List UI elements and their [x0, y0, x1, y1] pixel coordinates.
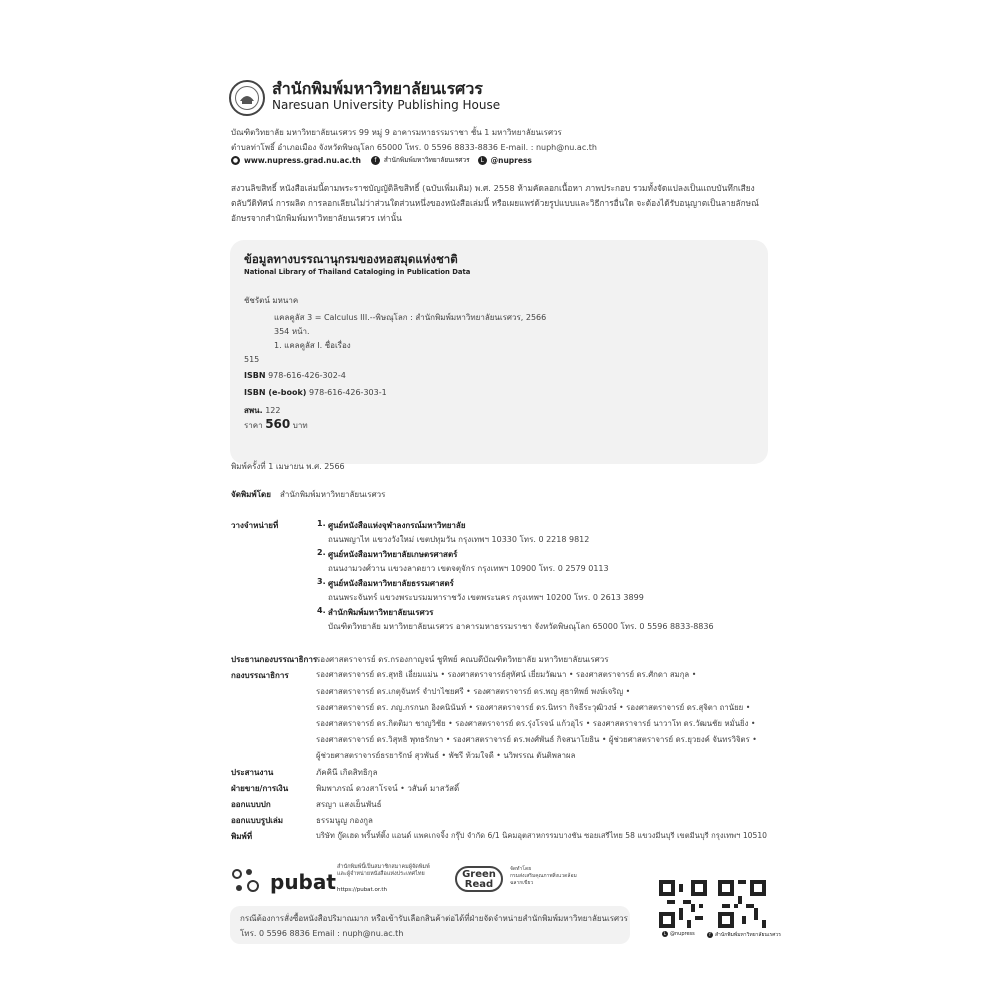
- line-icon: L: [478, 156, 487, 165]
- distributor-3-address: ถนนพระจันทร์ แขวงพระบรมมหาราชวัง เขตพระนคร กรุงเทพฯ 10200 โทร. 0 2613 3899: [328, 593, 644, 602]
- distributor-1-number: 1.: [317, 519, 326, 528]
- layout-design-label: ออกแบบรูปเล่ม: [231, 816, 284, 825]
- pubat-note-line-2: และผู้จำหน่ายหนังสือแห่งประเทศไทย: [337, 871, 425, 877]
- distributor-2-name: ศูนย์หนังสือมหาวิทยาลัยเกษตรศาสตร์: [328, 550, 458, 559]
- cip-price-row: [244, 417, 308, 432]
- editorial-chair-label: ประธานกองบรรณาธิการ: [231, 655, 318, 664]
- cip-entry-line-2: 354 หน้า.: [274, 327, 310, 336]
- coordinator-label: ประสานงาน: [231, 768, 274, 777]
- distributor-1-address: ถนนพญาไท แขวงวังใหม่ เขตปทุมวัน กรุงเทพฯ 10330 โทร. 0 2218 9812: [328, 535, 590, 544]
- coordinator-value: ภัคคินี เกิดสิทธิกุล: [316, 768, 378, 777]
- copyright-line-2: ตลับวีดิทัศน์ การผลิต การลอกเลียนไม่ว่าส่วนใดส่วนหนึ่งของหนังสือเล่มนี้ หรือเผยแพร่ด้วยรูปแบบและวิธีการอื่นใด จะต้องได้รับอนุญาตเป็นลายลักษณ์: [231, 198, 759, 208]
- price-value: 560: [265, 417, 291, 431]
- editorial-board-line-3: รองศาสตราจารย์ ดร. ภญ.กรกนก อิงคนินันท์ • รองศาสตราจารย์ ดร.นิทรา กิจธีระวุฒิวงษ์ • รองศาสตราจารย์ ดร.สุจิตา ถานัยย •: [316, 703, 751, 712]
- published-by-value: สำนักพิมพ์มหาวิทยาลัยนเรศวร: [280, 490, 386, 499]
- cip-isbn-row: [244, 371, 346, 380]
- facebook-icon: f: [371, 156, 380, 165]
- cip-entry-line-3: 1. แคลคูลัส I. ชื่อเรื่อง: [274, 341, 351, 350]
- pubat-membership-note: [337, 864, 430, 878]
- pubat-wordmark: pubat: [270, 870, 336, 894]
- copyright-line-3: อักษรจากสำนักพิมพ์มหาวิทยาลัยนเรศวร เท่านั้น: [231, 213, 402, 223]
- qr-facebook-label: สำนักพิมพ์มหาวิทยาลัยนเรศวร: [715, 932, 781, 938]
- green-note-line-2: กรมส่งเสริมคุณภาพสิ่งแวดล้อม: [510, 873, 577, 879]
- publisher-address-line-1: บัณฑิตวิทยาลัย มหาวิทยาลัยนเรศวร 99 หมู่ 9 อาคารมหาธรรมราชา ชั้น 1 มหาวิทยาลัยนเรศวร: [231, 128, 562, 137]
- published-by-label: จัดพิมพ์โดย: [231, 490, 271, 499]
- qr-code-line[interactable]: [659, 880, 707, 928]
- editorial-board-line-1: รองศาสตราจารย์ ดร.สุทธิ เอี่ยมแม่น • รองศาสตราจารย์สุทัศน์ เยี่ยมวัฒนา • รองศาสตราจารย์ ดร.ศักดา สมกุล •: [316, 670, 697, 679]
- cover-design-label: ออกแบบปก: [231, 800, 271, 809]
- qr-line-caption: [662, 931, 695, 937]
- editorial-board-line-2: รองศาสตราจารย์ ดร.เกตุจันทร์ จำปาไชยศรี • รองศาสตราจารย์ ดร.พญ สุธาทิพย์ พงษ์เจริญ •: [316, 687, 631, 696]
- distributor-1-name: ศูนย์หนังสือแห่งจุฬาลงกรณ์มหาวิทยาลัย: [328, 521, 466, 530]
- globe-icon: ●: [232, 156, 239, 164]
- seal-emblem-icon: [231, 82, 263, 114]
- university-seal-logo: [229, 80, 265, 116]
- copyright-notice: [231, 181, 771, 226]
- distributors-label: วางจำหน่ายที่: [231, 521, 279, 530]
- line-small-icon: L: [663, 931, 667, 936]
- green-note-line-3: ฉลากเขียว: [510, 880, 534, 886]
- pubat-logo-icon: [231, 866, 267, 896]
- sales-finance-value: พิมพาภรณ์ ดวงสาโรจน์ • วสันต์ มาสวัสดิ์: [316, 784, 460, 793]
- qr-facebook-caption: [707, 931, 781, 939]
- editorial-board-label: กองบรรณาธิการ: [231, 671, 289, 680]
- cip-title: ข้อมูลทางบรรณานุกรมของหอสมุดแห่งชาติ: [244, 252, 458, 266]
- facebook-small-icon: f: [707, 932, 713, 938]
- price-label: ราคา: [244, 421, 263, 430]
- sales-finance-label: ฝ่ายขาย/การเงิน: [231, 784, 289, 793]
- editorial-board-line-5: รองศาสตราจารย์ ดร.วิสุทธิ พุทธรักษา • รองศาสตราจารย์ ดร.พงศ์พันธ์ กิจสนาโยธิน • ผู้ช่วยศาสตราจารย์ ดร.ยุวยงค์ จันทรวิจิตร •: [316, 735, 757, 744]
- green-read-badge: Green Read: [455, 866, 503, 892]
- editorial-chair-value: รองศาสตราจารย์ ดร.กรองกาญจน์ ชูทิพย์ คณบดีบัณฑิตวิทยาลัย มหาวิทยาลัยนเรศวร: [316, 655, 609, 664]
- cip-subtitle: National Library of Thailand Cataloging in Publication Data: [244, 268, 471, 276]
- editorial-board-line-6: ผู้ช่วยศาสตราจารย์ธรยารักษ์ สุวพันธ์ • พัชรี ท้วมใจดี • นวิพรรณ ตันติพลาผล: [316, 751, 576, 760]
- qr-line-label: @nupress: [670, 931, 695, 937]
- cip-snp-row: [244, 404, 281, 417]
- snp-label: สพน.: [244, 406, 263, 415]
- edition-line: พิมพ์ครั้งที่ 1 เมษายน พ.ศ. 2566: [231, 462, 345, 471]
- publisher-name-english: Naresuan University Publishing House: [272, 98, 501, 112]
- line-id-link[interactable]: @nupress: [490, 155, 532, 165]
- pubat-note-line-1: สำนักพิมพ์นี้เป็นสมาชิกสมาคมผู้จัดพิมพ์: [337, 864, 430, 870]
- distributor-3-number: 3.: [317, 577, 326, 586]
- pubat-url[interactable]: https://pubat.or.th: [337, 887, 387, 893]
- price-unit: บาท: [292, 421, 308, 430]
- cover-design-value: สรญา แสงเย็นพันธ์: [316, 800, 382, 809]
- cip-class-number: 515: [244, 355, 260, 364]
- order-info-line-2: โทร. 0 5596 8836 Email : nuph@nu.ac.th: [240, 929, 404, 938]
- isbn-value: 978-616-426-302-4: [268, 371, 346, 380]
- printer-value: บริษัท กู๊ดเฮด พริ้นท์ติ้ง แอนด์ แพคเกจจิ้ง กรุ๊ป จำกัด 6/1 นิคมอุตสาหกรรมบางชัน ซอยเสรีไทย 58 แขวงมีนบุรี เขตมีนบุรี กรุงเทพฯ 10510: [316, 831, 767, 840]
- green-read-note: [510, 866, 577, 887]
- distributor-3-name: ศูนย์หนังสือมหาวิทยาลัยธรรมศาสตร์: [328, 579, 454, 588]
- distributor-4-address: บัณฑิตวิทยาลัย มหาวิทยาลัยนเรศวร อาคารมหาธรรมราชา จังหวัดพิษณุโลก 65000 โทร. 0 5596 8833-8836: [328, 622, 714, 631]
- distributor-2-address: ถนนงามวงศ์วาน แขวงลาดยาว เขตจตุจักร กรุงเทพฯ 10900 โทร. 0 2579 0113: [328, 564, 609, 573]
- distributor-2-number: 2.: [317, 548, 326, 557]
- snp-value: 122: [265, 406, 281, 415]
- distributor-4-name: สำนักพิมพ์มหาวิทยาลัยนเรศวร: [328, 608, 434, 617]
- distributor-4-number: 4.: [317, 606, 326, 615]
- website-link[interactable]: www.nupress.grad.nu.ac.th: [244, 155, 361, 165]
- cip-entry-line-1: แคลคูลัส 3 = Calculus III.--พิษณุโลก : สำนักพิมพ์มหาวิทยาลัยนเรศวร, 2566: [274, 313, 547, 322]
- order-info-line-1: กรณีต้องการสั่งซื้อหนังสือปริมาณมาก หรือเข้ารับเลือกสินค้าต่อได้ที่ฝ่ายจัดจำหน่ายสำนักพิมพ์มหาวิทยาลัยนเรศวร: [240, 914, 628, 923]
- copyright-line-1: สงวนลิขสิทธิ์ หนังสือเล่มนี้ตามพระราชบัญญัติลิขสิทธิ์ (ฉบับเพิ่มเติม) พ.ศ. 2558 ห้ามคัดลอกเนื้อหา ภาพประกอบ รวมทั้งจัดแปลงเป็นแถบบันทึกเสียง: [231, 183, 755, 193]
- layout-design-value: ธรรมนูญ กองกูล: [316, 816, 373, 825]
- ebook-isbn-value: 978-616-426-303-1: [308, 388, 387, 397]
- facebook-link[interactable]: สำนักพิมพ์มหาวิทยาลัยนเรศวร: [383, 156, 470, 164]
- printer-label: พิมพ์ที่: [231, 832, 253, 841]
- cip-ebook-isbn-row: [244, 388, 387, 397]
- contact-row: [231, 155, 532, 165]
- isbn-label: ISBN: [244, 371, 266, 380]
- editorial-board-line-4: รองศาสตราจารย์ ดร.กิตติมา ชาญวิชัย • รองศาสตราจารย์ ดร.รุ่งโรจน์ แก้วอุไร • รองศาสตราจารย์ นาวาโท ดร.วัฒนชัย หมั่นยิ่ง •: [316, 719, 756, 728]
- publisher-address-line-2: ตำบลท่าโพธิ์ อำเภอเมือง จังหวัดพิษณุโลก 65000 โทร. 0 5596 8833-8836 E-mail. : nuph@nu.ac.th: [231, 143, 597, 152]
- cip-author: ชัชรัตน์ มหนาค: [244, 296, 299, 305]
- ebook-isbn-label: ISBN (e-book): [244, 388, 307, 397]
- qr-code-facebook[interactable]: [718, 880, 766, 928]
- publisher-name-thai: สำนักพิมพ์มหาวิทยาลัยนเรศวร: [272, 79, 483, 98]
- green-note-line-1: จัดทำโดย: [510, 866, 532, 872]
